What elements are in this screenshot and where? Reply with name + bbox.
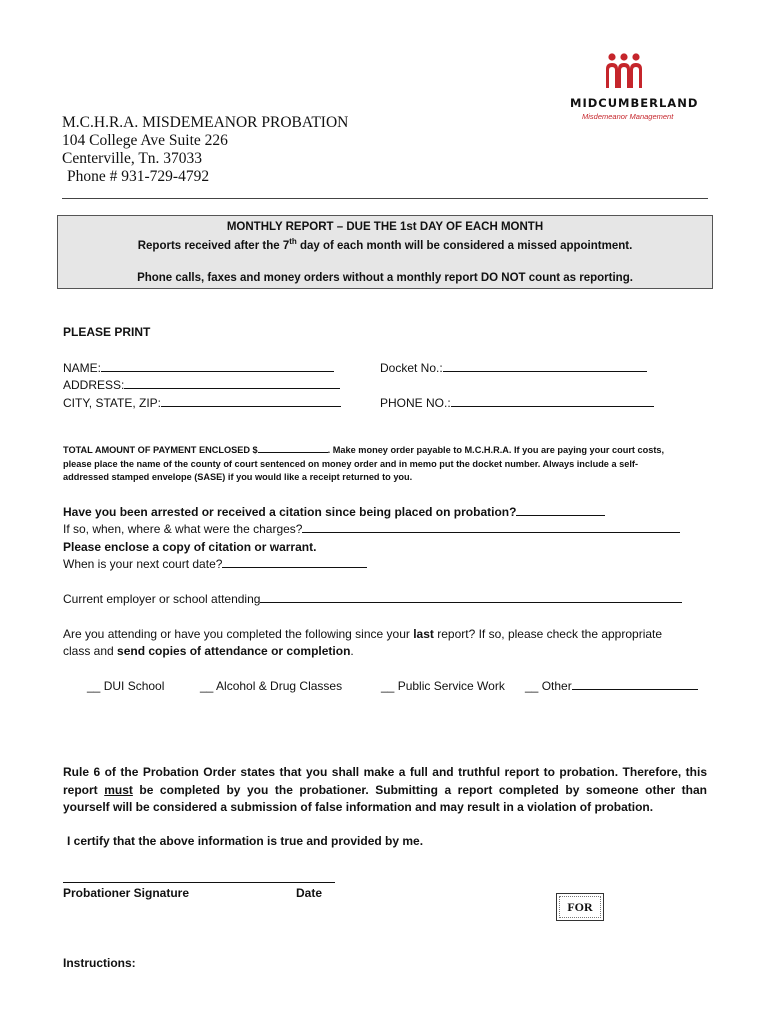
arrested-row	[63, 505, 605, 519]
logo-name: MIDCUMBERLAND	[570, 96, 699, 110]
employer-field[interactable]	[260, 602, 682, 603]
attending-text-end: report? If so, please check the appropriate	[433, 627, 663, 641]
phone-number: Phone # 931-729-4792	[67, 168, 210, 185]
signature-label: Probationer Signature	[63, 886, 190, 900]
date-label: Date	[296, 886, 323, 900]
payment-text-1: . Make money order payable to M.C.H.R.A. If you are paying your court costs,	[327, 445, 665, 455]
docket-label: Docket No.:	[380, 361, 443, 375]
employer-row	[63, 592, 682, 606]
charges-question: If so, when, where & what were the charges?	[63, 522, 303, 536]
notice-line-2-start: Reports received after the 7	[137, 239, 290, 252]
people-group-icon	[600, 52, 650, 92]
payment-amount-field[interactable]	[258, 452, 328, 453]
dui-label: DUI School	[103, 679, 165, 693]
rule6-must: must	[104, 782, 133, 797]
attending-text-start: Are you attending or have you completed the following since your	[63, 627, 414, 641]
class-option-dui[interactable]	[87, 679, 164, 693]
address-label: ADDRESS:	[63, 378, 125, 392]
class-instruction	[63, 644, 354, 658]
arrested-answer-field[interactable]	[516, 515, 605, 516]
employer-question: Current employer or school attending	[63, 592, 261, 606]
notice-line-3: Phone calls, faxes and money orders without a monthly report DO NOT count as reporting.	[137, 272, 633, 284]
certify-statement: I certify that the above information is true and provided by me.	[67, 834, 424, 848]
for-label: FOR	[567, 899, 593, 914]
rule6-line-2-start: report	[63, 782, 105, 797]
payment-line-3: addressed stamped envelope (SASE) if you would like a receipt returned to you.	[63, 472, 413, 482]
docket-row	[380, 361, 647, 375]
other-label: Other	[541, 679, 572, 693]
court-date-row	[63, 557, 367, 571]
phone-row	[380, 396, 654, 410]
alcohol-drug-checkbox-blank[interactable]: __	[200, 679, 217, 693]
court-date-field[interactable]	[222, 567, 367, 568]
please-print-heading: PLEASE PRINT	[63, 325, 151, 339]
instructions-label: Instructions:	[63, 956, 136, 970]
class-option-public-service[interactable]	[381, 679, 505, 693]
other-field[interactable]	[572, 689, 698, 690]
dui-checkbox-blank[interactable]: __	[87, 679, 104, 693]
header-divider	[62, 198, 708, 199]
phone-field[interactable]	[451, 406, 654, 407]
city-row	[63, 396, 341, 410]
notice-line-2-end: day of each month will be considered a missed appointment.	[296, 239, 633, 252]
rule6-line-1: Rule 6 of the Probation Order states that you shall make a full and truthful report to probation. Therefore, this	[63, 765, 707, 779]
attending-text-last: last	[413, 627, 434, 641]
court-date-question: When is your next court date?	[63, 557, 223, 571]
rule6-paragraph	[63, 764, 707, 817]
signature-line[interactable]	[63, 882, 335, 883]
class-option-other[interactable]	[525, 679, 698, 693]
attending-question	[63, 627, 662, 641]
charges-answer-field[interactable]	[302, 532, 680, 533]
for-office-box	[556, 893, 604, 921]
notice-box	[57, 215, 713, 289]
payment-line-2: please place the name of the county of court sentenced on money order and in memo put the docket number. Always include a self-	[63, 459, 639, 469]
notice-superscript: th	[289, 237, 297, 246]
docket-field[interactable]	[443, 371, 647, 372]
charges-row	[63, 522, 680, 536]
enclose-instruction: Please enclose a copy of citation or warrant.	[63, 540, 317, 554]
payment-label: TOTAL AMOUNT OF PAYMENT ENCLOSED $	[63, 445, 258, 455]
arrested-question: Have you been arrested or received a citation since being placed on probation?	[63, 505, 517, 519]
name-row	[63, 361, 334, 375]
rule6-line-2-end: be completed by you the probationer. Submitting a report completed by someone other than	[132, 782, 707, 797]
logo-tagline: Misdemeanor Management	[582, 112, 674, 121]
other-checkbox-blank[interactable]: __	[525, 679, 542, 693]
address-line-1: 104 College Ave Suite 226	[62, 132, 228, 149]
phone-label: PHONE NO.:	[380, 396, 451, 410]
address-line-2: Centerville, Tn. 37033	[62, 150, 203, 167]
address-row	[63, 378, 340, 392]
public-service-label: Public Service Work	[397, 679, 505, 693]
payment-line-1	[63, 444, 713, 457]
class-option-alcohol-drug[interactable]	[200, 679, 342, 693]
class-text-start: class and	[63, 644, 118, 658]
notice-line-2	[58, 237, 712, 252]
name-field[interactable]	[101, 371, 334, 372]
city-state-zip-label: CITY, STATE, ZIP:	[63, 396, 162, 410]
rule6-line-2	[63, 782, 707, 800]
rule6-line-3: yourself will be considered a submission of false information and may result in a violation of probation.	[63, 800, 654, 814]
city-state-zip-field[interactable]	[161, 406, 341, 407]
name-label: NAME:	[63, 361, 102, 375]
alcohol-drug-label: Alcohol & Drug Classes	[216, 679, 343, 693]
class-text-end: .	[350, 644, 354, 658]
class-text-bold: send copies of attendance or completion	[117, 644, 351, 658]
address-field[interactable]	[124, 388, 340, 389]
org-name: M.C.H.R.A. MISDEMEANOR PROBATION	[62, 114, 349, 131]
notice-line-1: MONTHLY REPORT – DUE THE 1st DAY OF EACH MONTH	[226, 221, 544, 233]
public-service-checkbox-blank[interactable]: __	[381, 679, 398, 693]
